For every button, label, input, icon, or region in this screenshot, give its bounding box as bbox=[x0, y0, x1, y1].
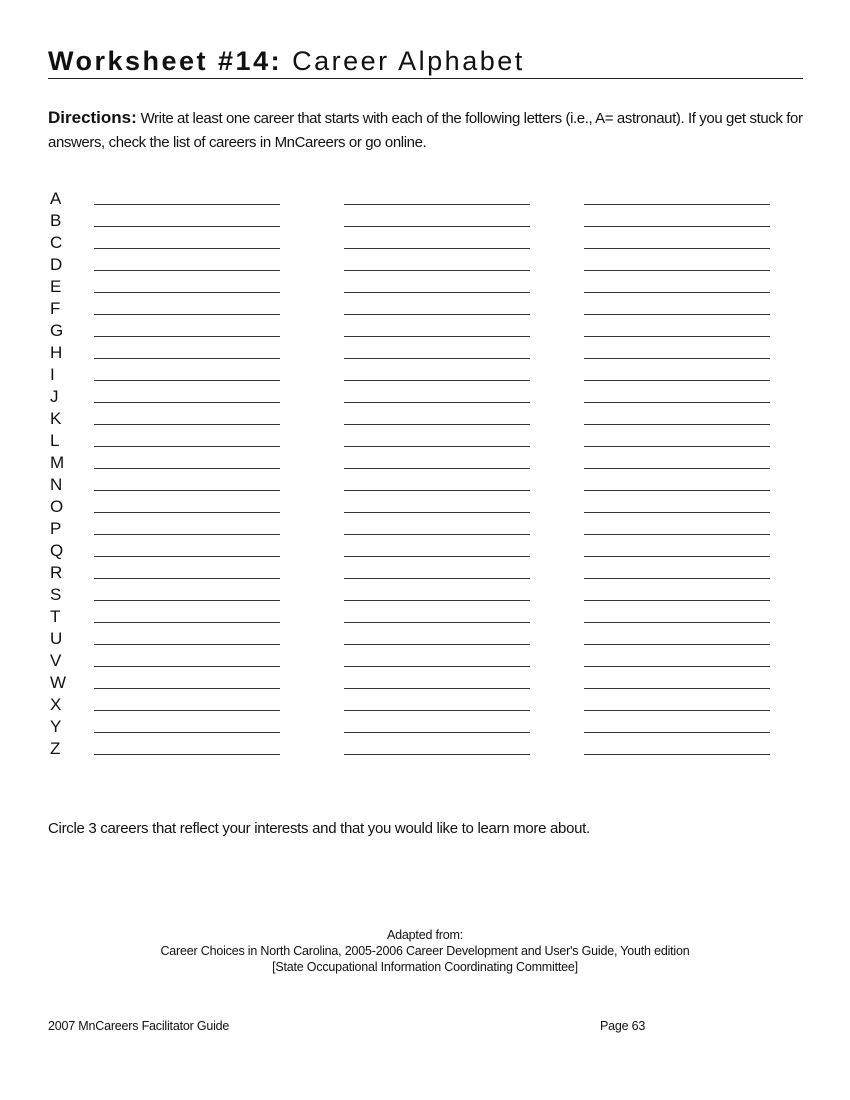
answer-row bbox=[48, 607, 788, 629]
answer-blank-2[interactable] bbox=[344, 622, 530, 623]
row-letter: G bbox=[50, 321, 64, 340]
answer-row bbox=[48, 541, 788, 563]
answer-blank-1[interactable] bbox=[94, 534, 280, 535]
answer-blank-1[interactable] bbox=[94, 600, 280, 601]
row-letter: W bbox=[50, 673, 67, 692]
answer-blank-3[interactable] bbox=[584, 292, 770, 293]
answer-blank-2[interactable] bbox=[344, 490, 530, 491]
answer-row bbox=[48, 497, 788, 519]
answer-blank-1[interactable] bbox=[94, 292, 280, 293]
answer-row bbox=[48, 255, 788, 277]
answer-row bbox=[48, 453, 788, 475]
row-letter: S bbox=[50, 585, 62, 604]
directions-text: Write at least one career that starts with each of the following letters (i.e., A= astronaut). If you get stuck for answers, check the list of careers in MnCareers or go online. bbox=[48, 110, 803, 151]
answer-blank-3[interactable] bbox=[584, 424, 770, 425]
answer-blank-1[interactable] bbox=[94, 490, 280, 491]
answer-blank-2[interactable] bbox=[344, 512, 530, 513]
answer-blank-1[interactable] bbox=[94, 270, 280, 271]
answer-blank-3[interactable] bbox=[584, 468, 770, 469]
answer-row bbox=[48, 563, 788, 585]
answer-blank-2[interactable] bbox=[344, 446, 530, 447]
answer-blank-2[interactable] bbox=[344, 600, 530, 601]
answer-blank-3[interactable] bbox=[584, 688, 770, 689]
row-letter: K bbox=[50, 409, 62, 428]
answer-blank-1[interactable] bbox=[94, 248, 280, 249]
directions-paragraph bbox=[48, 106, 808, 155]
answer-blank-3[interactable] bbox=[584, 314, 770, 315]
answer-blank-3[interactable] bbox=[584, 600, 770, 601]
answer-blank-1[interactable] bbox=[94, 578, 280, 579]
answer-row bbox=[48, 343, 788, 365]
answer-row bbox=[48, 409, 788, 431]
row-letter: Q bbox=[50, 541, 64, 560]
answer-blank-1[interactable] bbox=[94, 226, 280, 227]
answer-blank-1[interactable] bbox=[94, 314, 280, 315]
answer-blank-2[interactable] bbox=[344, 424, 530, 425]
answer-blank-3[interactable] bbox=[584, 578, 770, 579]
answer-blank-2[interactable] bbox=[344, 248, 530, 249]
answer-blank-1[interactable] bbox=[94, 710, 280, 711]
answer-blank-1[interactable] bbox=[94, 468, 280, 469]
answer-blank-2[interactable] bbox=[344, 732, 530, 733]
row-letter: H bbox=[50, 343, 63, 362]
answer-blank-3[interactable] bbox=[584, 490, 770, 491]
footer-guide-title: 2007 MnCareers Facilitator Guide bbox=[48, 1019, 230, 1033]
answer-blank-1[interactable] bbox=[94, 380, 280, 381]
answer-row bbox=[48, 365, 788, 387]
answer-blank-1[interactable] bbox=[94, 732, 280, 733]
alphabet-answer-grid bbox=[48, 189, 788, 761]
row-letter: D bbox=[50, 255, 63, 274]
answer-blank-1[interactable] bbox=[94, 666, 280, 667]
answer-row bbox=[48, 277, 788, 299]
answer-blank-1[interactable] bbox=[94, 204, 280, 205]
answer-blank-2[interactable] bbox=[344, 358, 530, 359]
row-letter: P bbox=[50, 519, 62, 538]
answer-row bbox=[48, 629, 788, 651]
answer-blank-3[interactable] bbox=[584, 402, 770, 403]
answer-blank-1[interactable] bbox=[94, 556, 280, 557]
answer-row bbox=[48, 739, 788, 761]
answer-blank-3[interactable] bbox=[584, 226, 770, 227]
footer-page-number: Page 63 bbox=[600, 1019, 646, 1033]
answer-blank-2[interactable] bbox=[344, 226, 530, 227]
answer-blank-1[interactable] bbox=[94, 336, 280, 337]
answer-blank-3[interactable] bbox=[584, 270, 770, 271]
row-letter: V bbox=[50, 651, 62, 670]
row-letter: O bbox=[50, 497, 64, 516]
answer-blank-2[interactable] bbox=[344, 402, 530, 403]
answer-row bbox=[48, 519, 788, 541]
answer-blank-2[interactable] bbox=[344, 534, 530, 535]
answer-blank-2[interactable] bbox=[344, 666, 530, 667]
row-letter: Z bbox=[50, 739, 61, 758]
answer-row bbox=[48, 585, 788, 607]
answer-blank-3[interactable] bbox=[584, 512, 770, 513]
row-letter: A bbox=[50, 189, 62, 208]
answer-blank-3[interactable] bbox=[584, 556, 770, 557]
answer-blank-3[interactable] bbox=[584, 644, 770, 645]
answer-blank-2[interactable] bbox=[344, 314, 530, 315]
answer-blank-3[interactable] bbox=[584, 622, 770, 623]
answer-blank-2[interactable] bbox=[344, 644, 530, 645]
answer-blank-2[interactable] bbox=[344, 688, 530, 689]
row-letter: L bbox=[50, 431, 60, 450]
title-divider bbox=[48, 78, 803, 79]
row-letter: J bbox=[50, 387, 59, 406]
title-rest: Career Alphabet bbox=[292, 46, 525, 76]
answer-blank-1[interactable] bbox=[94, 644, 280, 645]
title-bold: Worksheet #14: bbox=[48, 46, 283, 76]
row-letter: C bbox=[50, 233, 63, 252]
answer-blank-2[interactable] bbox=[344, 336, 530, 337]
credit-line-1: Adapted from: bbox=[387, 928, 463, 942]
row-letter: T bbox=[50, 607, 61, 626]
answer-blank-3[interactable] bbox=[584, 666, 770, 667]
answer-blank-2[interactable] bbox=[344, 204, 530, 205]
row-letter: N bbox=[50, 475, 63, 494]
answer-blank-1[interactable] bbox=[94, 754, 280, 755]
answer-blank-3[interactable] bbox=[584, 204, 770, 205]
row-letter: B bbox=[50, 211, 62, 230]
answer-row bbox=[48, 475, 788, 497]
answer-blank-2[interactable] bbox=[344, 270, 530, 271]
row-letter: F bbox=[50, 299, 61, 318]
answer-blank-2[interactable] bbox=[344, 292, 530, 293]
answer-blank-3[interactable] bbox=[584, 710, 770, 711]
row-letter: I bbox=[50, 365, 55, 384]
answer-row bbox=[48, 651, 788, 673]
answer-row bbox=[48, 321, 788, 343]
answer-blank-1[interactable] bbox=[94, 358, 280, 359]
answer-blank-1[interactable] bbox=[94, 622, 280, 623]
answer-blank-3[interactable] bbox=[584, 248, 770, 249]
answer-row bbox=[48, 695, 788, 717]
row-letter: U bbox=[50, 629, 63, 648]
answer-blank-3[interactable] bbox=[584, 446, 770, 447]
answer-blank-3[interactable] bbox=[584, 754, 770, 755]
row-letter: E bbox=[50, 277, 62, 296]
row-letter: R bbox=[50, 563, 63, 582]
answer-blank-2[interactable] bbox=[344, 754, 530, 755]
directions-lead: Directions: bbox=[48, 108, 137, 127]
answer-blank-3[interactable] bbox=[584, 534, 770, 535]
answer-row bbox=[48, 233, 788, 255]
answer-row bbox=[48, 717, 788, 739]
circle-instruction: Circle 3 careers that reflect your interests and that you would like to learn more about. bbox=[48, 820, 590, 837]
answer-blank-1[interactable] bbox=[94, 424, 280, 425]
answer-row bbox=[48, 189, 788, 211]
row-letter: Y bbox=[50, 717, 62, 736]
page-title bbox=[48, 46, 525, 77]
credit-line-3: [State Occupational Information Coordinating Committee] bbox=[272, 960, 578, 974]
answer-blank-1[interactable] bbox=[94, 512, 280, 513]
answer-blank-2[interactable] bbox=[344, 556, 530, 557]
answer-row bbox=[48, 673, 788, 695]
answer-blank-2[interactable] bbox=[344, 380, 530, 381]
row-letter: X bbox=[50, 695, 62, 714]
answer-row bbox=[48, 211, 788, 233]
answer-blank-1[interactable] bbox=[94, 402, 280, 403]
answer-row bbox=[48, 431, 788, 453]
answer-row bbox=[48, 387, 788, 409]
answer-blank-1[interactable] bbox=[94, 446, 280, 447]
answer-blank-2[interactable] bbox=[344, 468, 530, 469]
answer-blank-1[interactable] bbox=[94, 688, 280, 689]
credit-line-2: Career Choices in North Carolina, 2005-2006 Career Development and User's Guide, Youth edition bbox=[160, 944, 690, 958]
answer-blank-2[interactable] bbox=[344, 578, 530, 579]
answer-blank-3[interactable] bbox=[584, 336, 770, 337]
answer-blank-3[interactable] bbox=[584, 732, 770, 733]
answer-row bbox=[48, 299, 788, 321]
answer-blank-3[interactable] bbox=[584, 380, 770, 381]
row-letter: M bbox=[50, 453, 65, 472]
credit-block bbox=[0, 927, 850, 975]
answer-blank-3[interactable] bbox=[584, 358, 770, 359]
answer-blank-2[interactable] bbox=[344, 710, 530, 711]
